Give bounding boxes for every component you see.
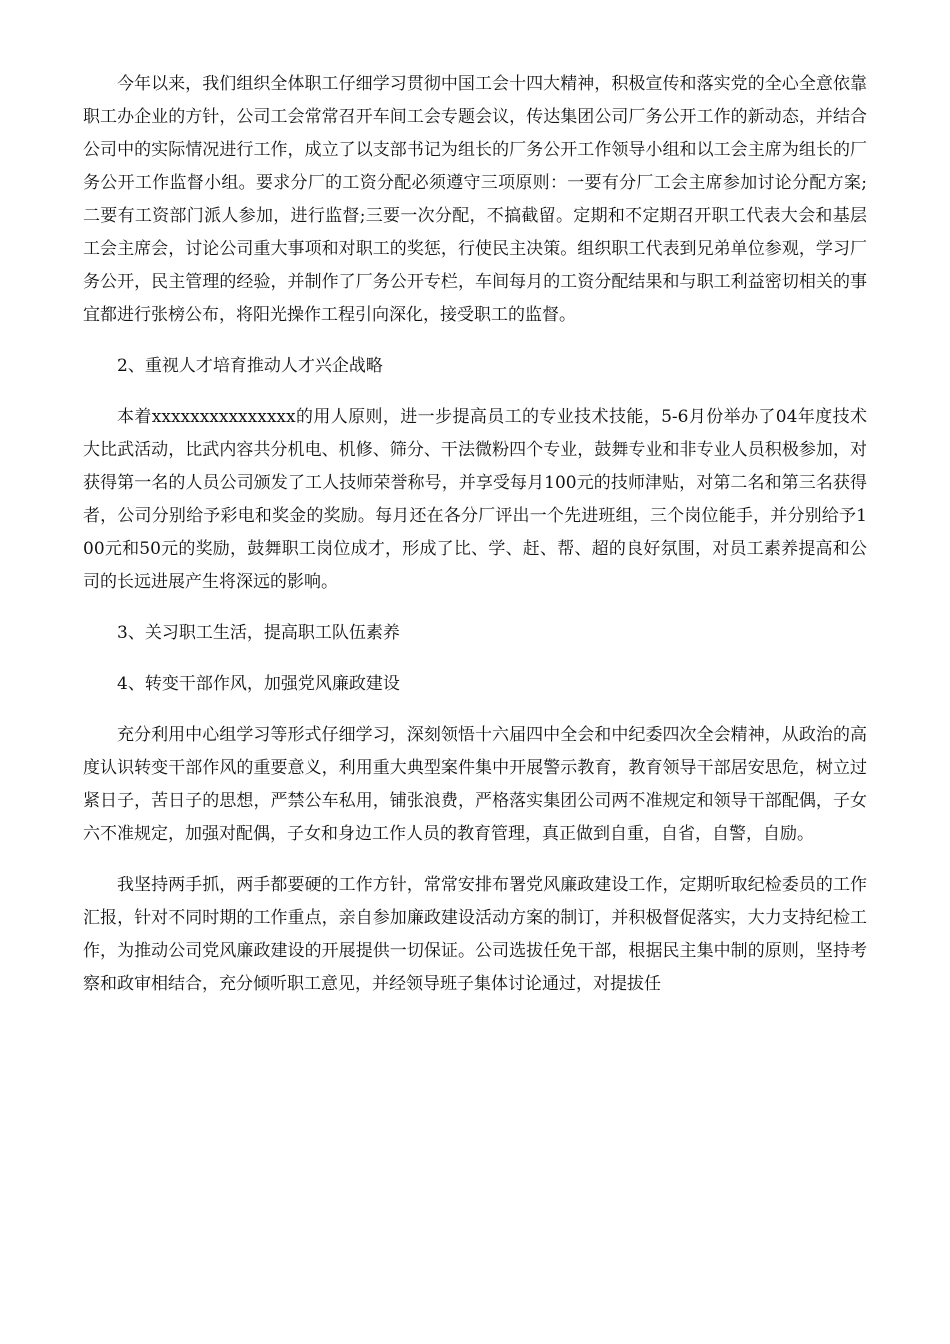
section-heading-cadre-style: 4、转变干部作风，加强党风廉政建设 (117, 674, 400, 694)
paragraph-trade-union-openness: 今年以来，我们组织全体职工仔细学习贯彻中国工会十四大精神，积极宣传和落实党的全心全意依靠职工办企业的方针，公司工会常常召开车间工会专题会议，传达集团公司厂务公开工作的新动态，并结合公司中的实际情况进行工作，成立了以支部书记为组长的厂务公开工作领导小组和以工会主席为组长的厂务公开工作监督小组。要求分厂的工资分配必须遵守三项原则：一要有分厂工会主席参加讨论分配方案;二要有工资部门派人参加，进行监督;三要一次分配，不搞截留。定期和不定期召开职工代表大会和基层工会主席会，讨论公司重大事项和对职工的奖惩，行使民主决策。组织职工代表到兄弟单位参观，学习厂务公开，民主管理的经验，并制作了厂务公开专栏，车间每月的工资分配结果和与职工利益密切相关的事宜都进行张榜公布，将阳光操作工程引向深化，接受职工的监督。 (83, 74, 867, 325)
paragraph-technical-competition: 本着xxxxxxxxxxxxxxx的用人原则，进一步提高员工的专业技术技能，5-6月份举办了04年度技术大比武活动，比武内容共分机电、机修、筛分、干法微粉四个专业，鼓舞专业和非专业人员积极参加，对获得第一名的人员公司颁发了工人技师荣誉称号，并享受每月100元的技师津贴，对第二名和第三名获得者，公司分别给予彩电和奖金的奖励。每月还在各分厂评出一个先进班组，三个岗位能手，并分别给予100元和50元的奖励，鼓舞职工岗位成才，形成了比、学、赶、帮、超的良好氛围，对员工素养提高和公司的长远进展产生将深远的影响。 (83, 407, 867, 592)
document-page (83, 68, 867, 1019)
section-heading-talent-training: 2、重视人才培育推动人才兴企战略 (117, 356, 383, 376)
paragraph-anti-corruption-work: 我坚持两手抓，两手都要硬的工作方针，常常安排布署党风廉政建设工作，定期听取纪检委员的工作汇报，针对不同时期的工作重点，亲自参加廉政建设活动方案的制订，并积极督促落实，大力支持纪检工作，为推动公司党风廉政建设的开展提供一切保证。公司选拔任免干部，根据民主集中制的原则，坚持考察和政审相结合，充分倾听职工意见，并经领导班子集体讨论通过，对提拔任 (83, 875, 867, 994)
paragraph-study-warning-education: 充分利用中心组学习等形式仔细学习，深刻领悟十六届四中全会和中纪委四次全会精神，从政治的高度认识转变干部作风的重要意义，利用重大典型案件集中开展警示教育，教育领导干部居安思危，树立过紧日子，苦日子的思想，严禁公车私用，铺张浪费，严格落实集团公司两不准规定和领导干部配偶，子女六不准规定，加强对配偶，子女和身边工作人员的教育管理，真正做到自重，自省，自警，自励。 (83, 725, 867, 844)
section-heading-worker-life: 3、关习职工生活，提高职工队伍素养 (117, 623, 400, 643)
